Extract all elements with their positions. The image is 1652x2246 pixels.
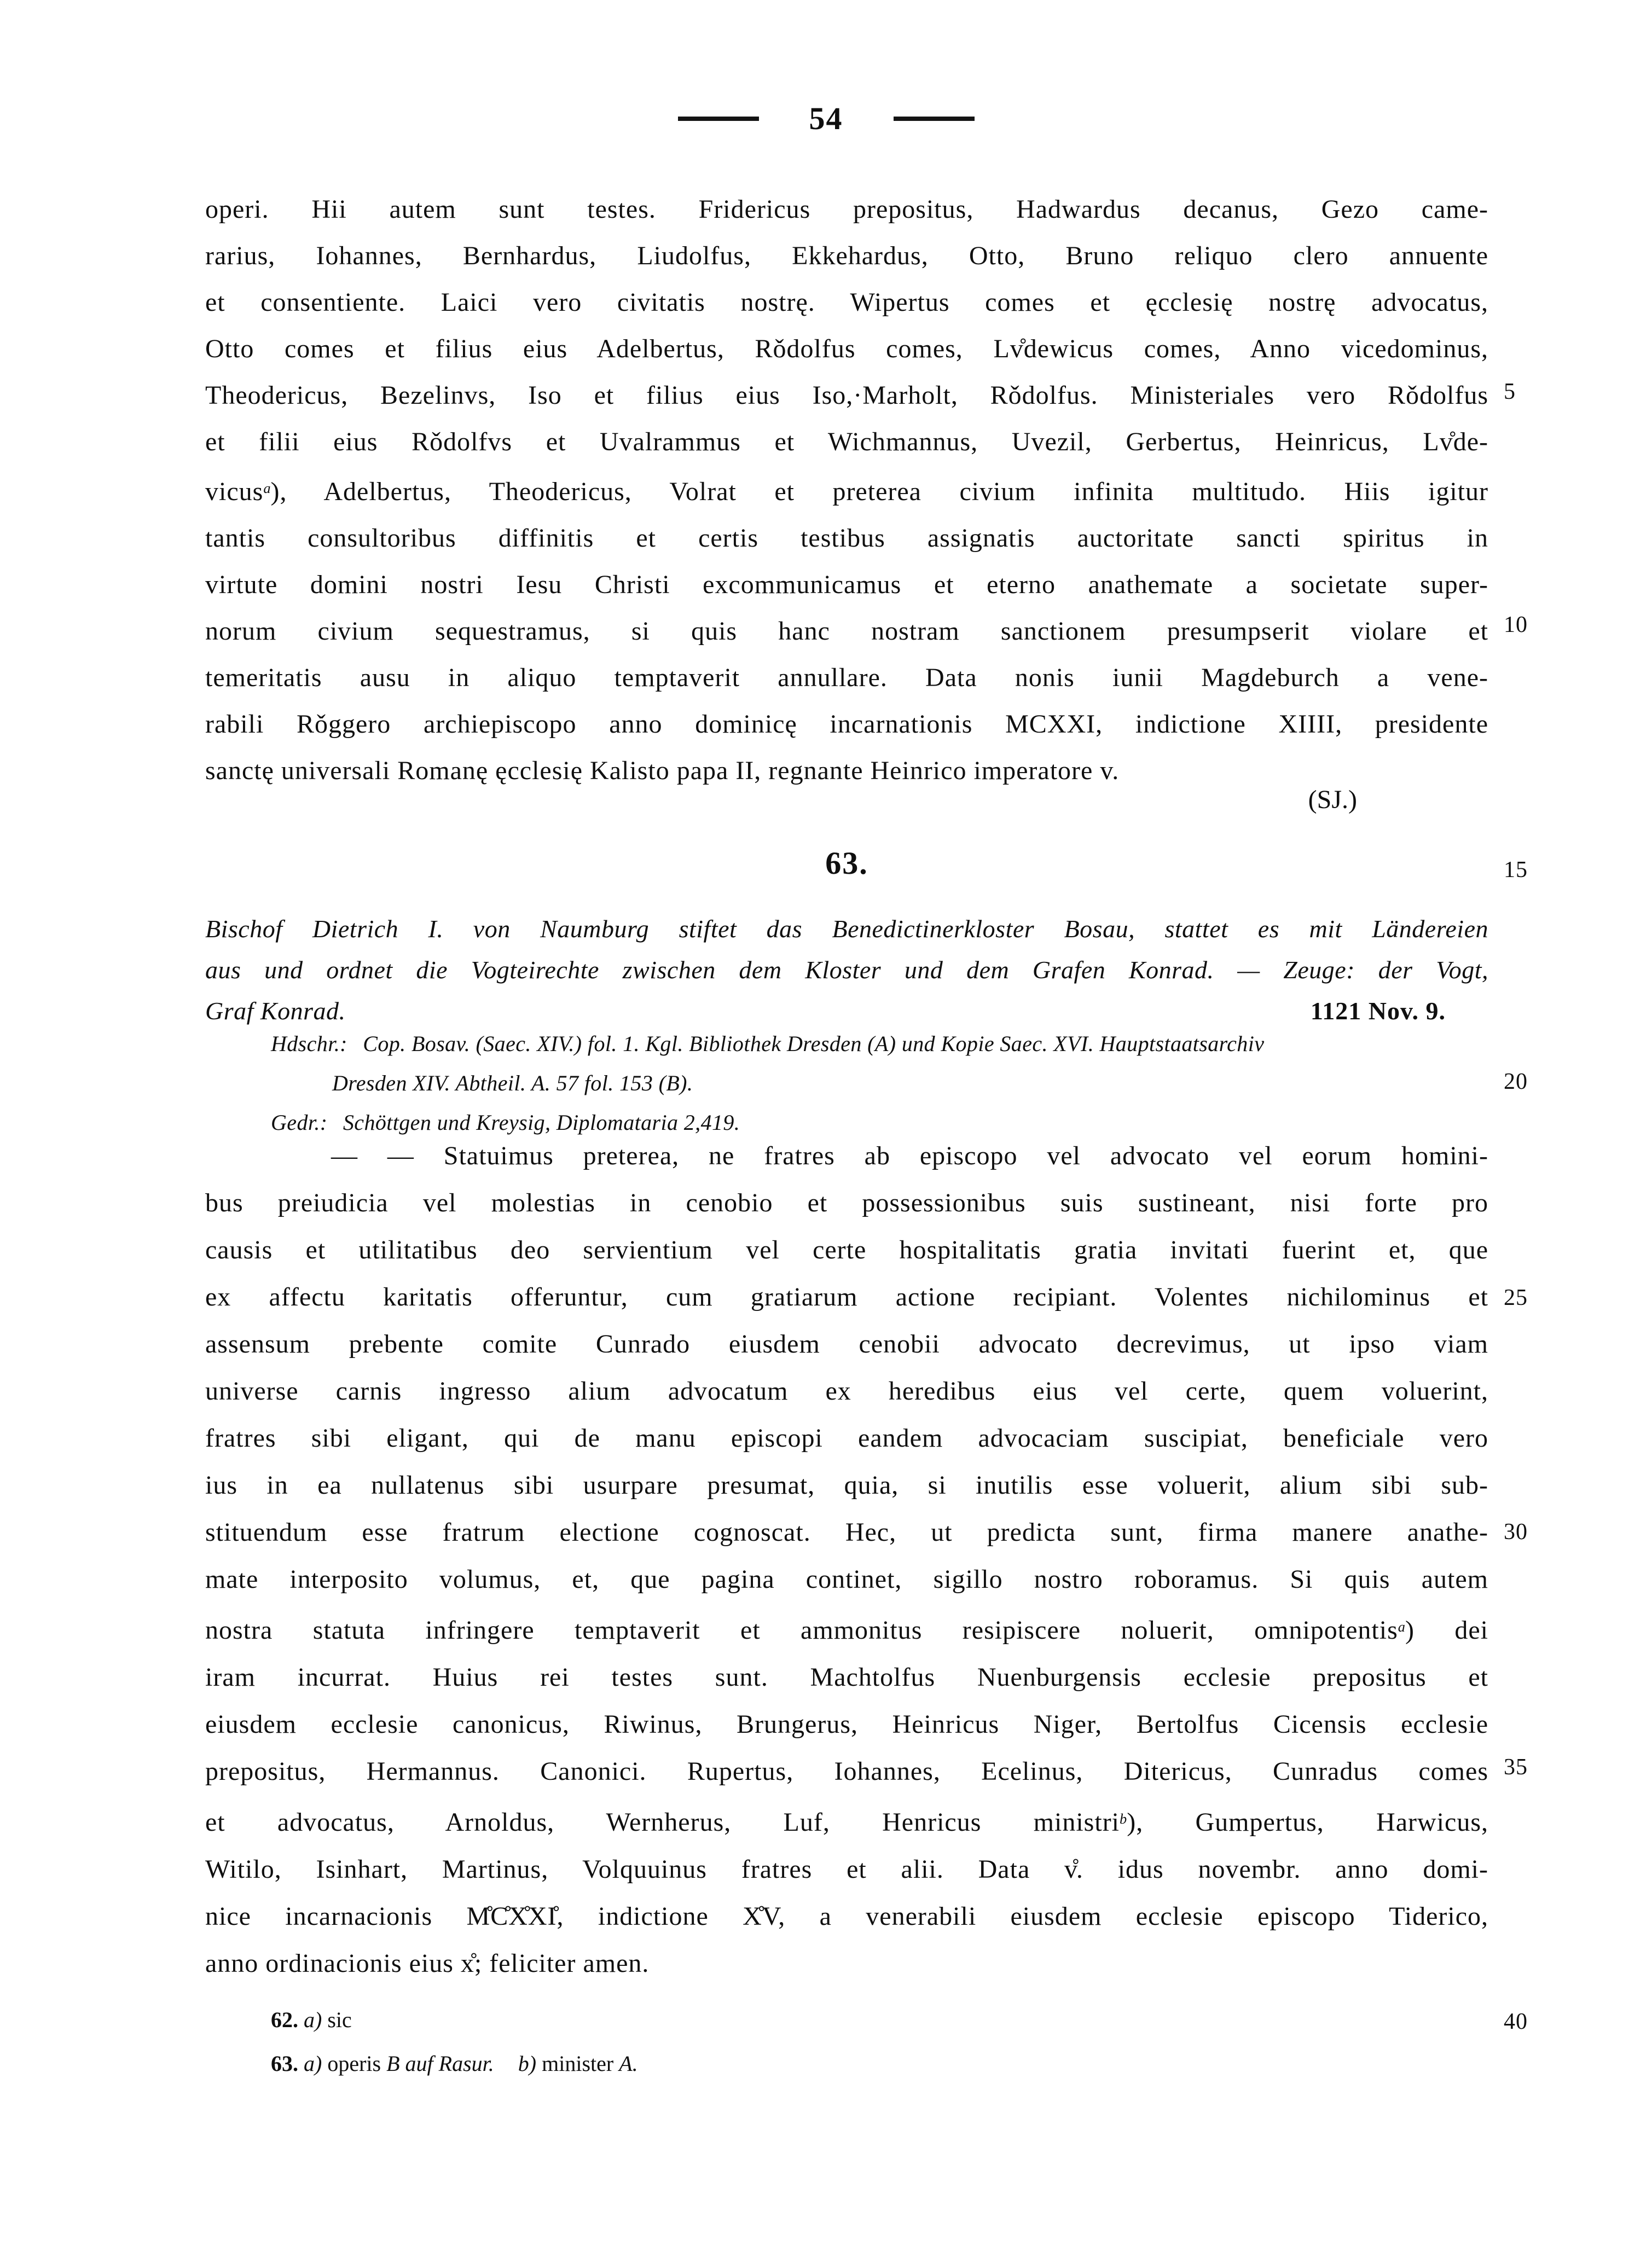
text-line: Theodericus, Bezelinvs, Iso et filius eius Iso,·Marholt, Rǒdolfus. Ministeriales vero Rǒdolfus	[205, 381, 1488, 410]
text-line: tantis consultoribus diffinitis et certis testibus assignatis auctoritate sancti spiritus in	[205, 524, 1488, 553]
footnote-number: 63.	[271, 2051, 298, 2076]
charter-63-number: 63.	[825, 845, 868, 881]
charter-63-summary	[205, 908, 1488, 1031]
margin-line-number: 40	[1504, 2009, 1528, 2034]
footnote-marker-a: a	[1398, 1618, 1405, 1635]
page-number: 54	[809, 101, 843, 136]
text-line: sanctę universali Romanę ęcclesię Kalisto papa II, regnante Heinrico imperatore v.	[205, 756, 1120, 786]
margin-line-number: 20	[1504, 1069, 1528, 1094]
text-line: universe carnis ingresso alium advocatum ex heredibus eius vel certe, quem voluerint,	[205, 1377, 1488, 1406]
summary-line: aus und ordnet die Vogteirechte zwischen dem Kloster und dem Grafen Konrad. — Zeuge: der Vogt,	[205, 956, 1488, 984]
text-line: — — Statuimus preterea, ne fratres ab episcopo vel advocato vel eorum homini-	[331, 1141, 1488, 1170]
text-line: prepositus, Hermannus. Canonici. Rupertus, Iohannes, Ecelinus, Ditericus, Cunradus comes	[205, 1757, 1488, 1786]
text-line: bus preiudicia vel molestias in cenobio et possessionibus suis sustineant, nisi forte pro	[205, 1188, 1488, 1217]
footnote-sigla: A.	[619, 2051, 638, 2076]
text-line: norum civium sequestramus, si quis hanc nostram sanctionem presumpserit violare et	[205, 617, 1488, 646]
charter-date: 1121 Nov. 9.	[1310, 997, 1446, 1025]
text-line: ius in ea nullatenus sibi usurpare presumat, quia, si inutilis esse voluerit, alium sibi sub-	[205, 1471, 1488, 1500]
text-line: iram incurrat. Huius rei testes sunt. Machtolfus Nuenburgensis ecclesie prepositus et	[205, 1663, 1488, 1692]
text-line: rabili Rǒggero archiepiscopo anno dominicę incarnationis MCXXI, indictione XIIII, presidente	[205, 710, 1488, 739]
charter-63-text	[205, 1133, 1488, 1987]
manuscript-note-line: Dresden XIV. Abtheil. A. 57 fol. 153 (B).	[332, 1071, 693, 1095]
margin-line-number: 15	[1504, 857, 1528, 883]
margin-line-number: 5	[1504, 379, 1516, 404]
text-line: assensum prebente comite Cunrado eiusdem cenobii advocato decrevimus, ut ipso viam	[205, 1330, 1488, 1359]
margin-line-number: 25	[1504, 1285, 1528, 1310]
footnote-marker: b)	[518, 2051, 537, 2076]
footnote-sigla: B auf Rasur.	[386, 2051, 494, 2076]
text-line: Otto comes et filius eius Adelbertus, Rǒdolfus comes, Lv̊dewicus comes, Anno vicedominus,	[205, 334, 1488, 363]
text-line: ex affectu karitatis offeruntur, cum gratiarum actione recipiant. Volentes nichilominus et	[205, 1282, 1488, 1311]
gedr-label: Gedr.:	[271, 1110, 328, 1135]
text-line: virtute domini nostri Iesu Christi excommunicamus et eterno anathemate a societate super-	[205, 570, 1488, 600]
footnote-marker: a)	[304, 2051, 322, 2076]
margin-line-number: 35	[1504, 1755, 1528, 1780]
text-line: rarius, Iohannes, Bernhardus, Liudolfus, Ekkehardus, Otto, Bruno reliquo clero annuente	[205, 241, 1488, 270]
header-left-rule	[678, 117, 759, 121]
summary-line-end: Graf Konrad.	[205, 997, 346, 1025]
text-line: anno ordinacionis eius x̊; feliciter amen.	[205, 1949, 650, 1978]
text-line: fratres sibi eligant, qui de manu episcopi eandem advocaciam suscipiat, beneficiale vero	[205, 1424, 1488, 1453]
text-line: temeritatis ausu in aliquo temptaverit annullare. Data nonis iunii Magdeburch a vene-	[205, 663, 1488, 693]
footnote-63	[271, 2042, 1475, 2086]
text-line: Witilo, Isinhart, Martinus, Volquuinus fratres et alii. Data v̊. idus novembr. anno domi-	[205, 1855, 1488, 1884]
footnote-62	[271, 1998, 1475, 2042]
footnote-marker-b: b	[1120, 1810, 1127, 1827]
page-header	[0, 103, 1652, 135]
summary-line: Bischof Dietrich I. von Naumburg stiftet das Benedictinerkloster Bosau, stattet es mit Ländereien	[205, 915, 1488, 943]
footnote-number: 62.	[271, 2007, 298, 2032]
text-fragment: vicus	[205, 477, 264, 507]
text-line: nice incarnacionis M̊C̊X̊XI̊, indictione X̊V, a venerabili eiusdem ecclesie episcopo Tiderico,	[205, 1902, 1488, 1931]
manuscript-note-line	[271, 1024, 1488, 1064]
text-fragment: ) dei	[1405, 1616, 1489, 1645]
gedr-text: Schöttgen und Kreysig, Diplomataria 2,419.	[343, 1110, 740, 1135]
margin-line-number: 10	[1504, 612, 1528, 637]
text-line	[205, 465, 1488, 515]
footnote-marker: a)	[304, 2007, 322, 2032]
text-fragment: ), Gumpertus, Harwicus,	[1127, 1808, 1488, 1837]
margin-line-number: 30	[1504, 1519, 1528, 1545]
footnotes	[271, 1998, 1475, 2086]
footnote-marker-a: a	[263, 480, 271, 496]
text-fragment: et advocatus, Arnoldus, Wernherus, Luf, Henricus ministri	[205, 1808, 1120, 1837]
text-fragment: ), Adelbertus, Theodericus, Volrat et preterea civium infinita multitudo. Hiis igitur	[270, 477, 1488, 507]
charter-62-text	[205, 186, 1488, 794]
text-line: et consentiente. Laici vero civitatis nostrę. Wipertus comes et ęcclesię nostrę advocatus,	[205, 288, 1488, 317]
scribe-signature: (SJ.)	[1308, 785, 1357, 814]
text-line: stituendum esse fratrum electione cognoscat. Hec, ut predicta sunt, firma manere anathe-	[205, 1518, 1488, 1547]
text-line: et filii eius Rǒdolfvs et Uvalrammus et Wichmannus, Uvezil, Gerbertus, Heinricus, Lv̊de-	[205, 427, 1488, 456]
text-line	[205, 1795, 1488, 1846]
text-line: operi. Hii autem sunt testes. Fridericus prepositus, Hadwardus decanus, Gezo came-	[205, 195, 1488, 224]
header-right-rule	[894, 117, 975, 121]
source-notes	[271, 1024, 1488, 1142]
hdschr-text: Cop. Bosav. (Saec. XIV.) fol. 1. Kgl. Bibliothek Dresden (A) und Kopie Saec. XVI. Hauptstaatsarchiv	[363, 1031, 1265, 1056]
hdschr-label: Hdschr.:	[271, 1031, 347, 1056]
footnote-text: operis	[327, 2051, 381, 2076]
text-line: mate interposito volumus, et, que pagina continet, sigillo nostro roboramus. Si quis autem	[205, 1565, 1488, 1594]
footnote-text: minister	[542, 2051, 614, 2076]
text-line	[205, 1603, 1488, 1654]
text-line: causis et utilitatibus deo servientium vel certe hospitalitatis gratia invitati fuerint et, que	[205, 1235, 1488, 1264]
text-line: eiusdem ecclesie canonicus, Riwinus, Brungerus, Heinricus Niger, Bertolfus Cicensis ecclesie	[205, 1710, 1488, 1739]
footnote-text: sic	[327, 2007, 352, 2032]
text-fragment: nostra statuta infringere temptaverit et ammonitus resipiscere noluerit, omnipotentis	[205, 1616, 1398, 1645]
